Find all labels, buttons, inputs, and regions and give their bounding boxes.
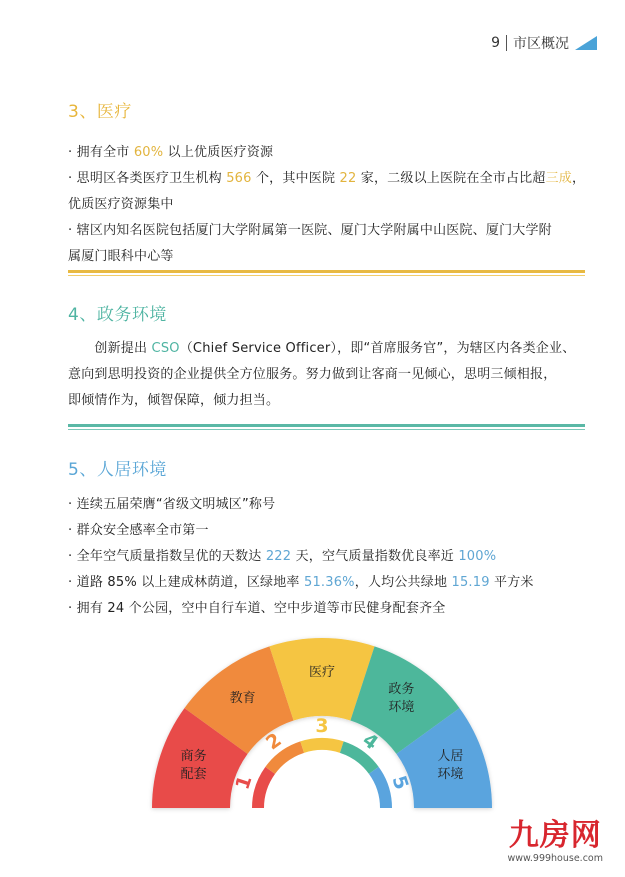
- site-logo: [507, 819, 603, 865]
- fan-label-5: 人居 环境: [437, 749, 464, 783]
- highlight-value: 22: [339, 171, 357, 186]
- ring-segment-5: [369, 767, 392, 808]
- highlight-value: 222: [265, 549, 292, 564]
- ring-number-4: 4: [358, 728, 383, 755]
- ring-number-5: 5: [387, 772, 413, 793]
- medical-bullet-2-cont: 优质医疗资源集中: [68, 197, 174, 212]
- highlight-value: 三成: [545, 171, 572, 186]
- fan-label-1: 商务 配套: [180, 749, 207, 783]
- fan-label-2: 教育: [229, 690, 256, 706]
- logo-mark: 九房网: [508, 818, 602, 853]
- government-line-2: 意向到思明投资的企业提供全方位服务。努力做到让客商一见倾心，思明三倾相报，: [68, 367, 557, 382]
- highlight-value: 51.36%: [303, 575, 355, 590]
- highlight-value: 60%: [133, 145, 164, 160]
- highlight-value: 100%: [458, 549, 497, 564]
- page-number: 9: [491, 35, 500, 51]
- section-title-government: 4、政务环境: [68, 305, 167, 325]
- ring-segment-3: [300, 738, 343, 753]
- ring-number-1: 1: [231, 772, 257, 793]
- highlight-value: 566: [226, 171, 252, 186]
- government-line-3: 即倾情作为，倾智保障，倾力担当。: [68, 393, 280, 408]
- fan-label-4: 政务 环境: [388, 681, 415, 715]
- section-title-medical: 3、医疗: [68, 102, 132, 122]
- living-bullet-5: · 拥有 24 个公园，空中自行车道、空中步道等市民健身配套齐全: [68, 601, 446, 616]
- medical-bullet-3: · 辖区内知名医院包括厦门大学附属第一医院、厦门大学附属中山医院、厦门大学附: [68, 223, 552, 238]
- living-bullet-3: · 全年空气质量指数呈优的天数达 222 天，空气质量指数优良率近 100%: [68, 549, 497, 564]
- medical-bullet-1: · 拥有全市 60% 以上优质医疗资源: [68, 145, 274, 160]
- highlight-cso: CSO: [151, 341, 180, 356]
- logo-url: www.999house.com: [507, 853, 603, 864]
- section-title-living: 5、人居环境: [68, 460, 167, 480]
- medical-bullet-2: · 思明区各类医疗卫生机构 566 个，其中医院 22 家，二级以上医院在全市占比超三成，: [68, 171, 586, 186]
- fan-label-3: 医疗: [308, 665, 335, 680]
- ring-number-2: 2: [261, 728, 286, 755]
- medical-bullet-3-cont: 属厦门眼科中心等: [68, 249, 174, 264]
- ring-segment-1: [252, 767, 275, 808]
- government-line-1: 创新提出 CSO（Chief Service Officer），即“首席服务官”，为辖区内各类企业、: [68, 341, 576, 356]
- living-bullet-1: · 连续五届荣膺“省级文明城区”称号: [68, 497, 276, 512]
- living-bullet-2: · 群众安全感率全市第一: [68, 523, 209, 538]
- ring-number-3: 3: [315, 715, 329, 737]
- highlight-value: 15.19: [451, 575, 490, 590]
- header-section-title: 市区概况: [513, 36, 569, 52]
- living-bullet-4: · 道路 85% 以上建成林荫道，区绿地率 51.36%，人均公共绿地 15.19 平方米: [68, 575, 534, 590]
